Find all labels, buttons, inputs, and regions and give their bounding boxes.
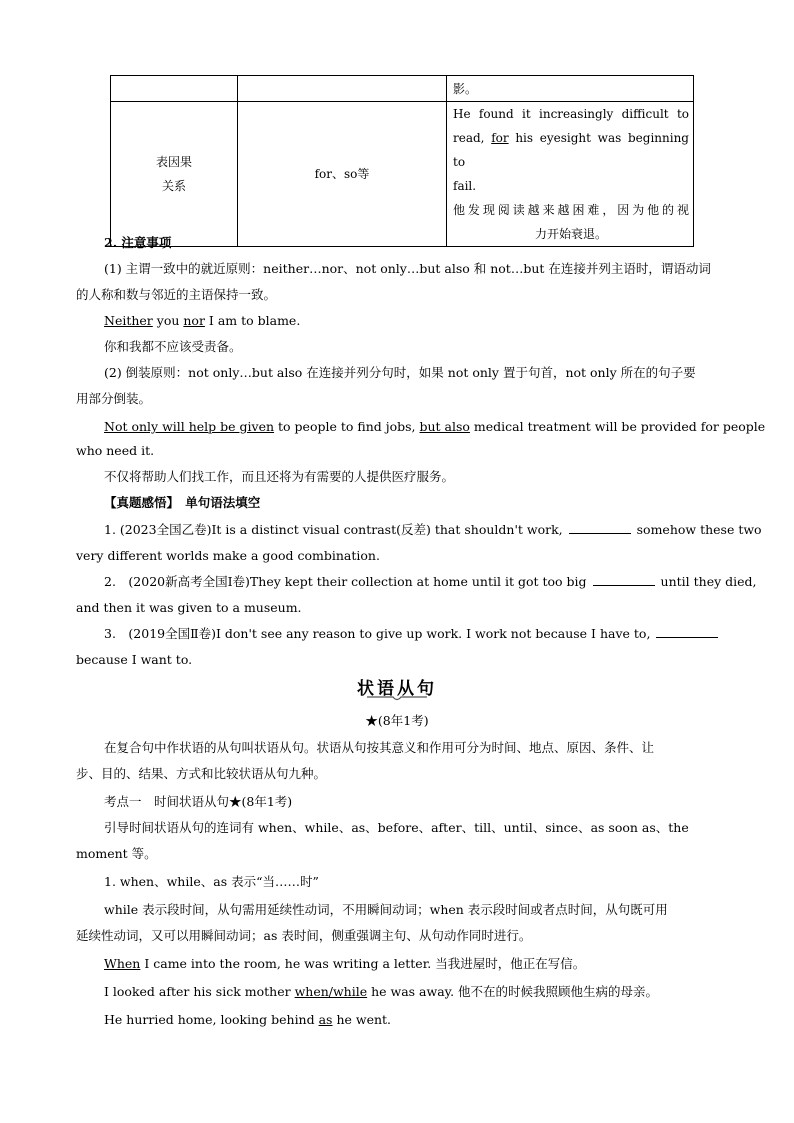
example-sentence: [104, 955, 718, 973]
example-sentence: [104, 418, 766, 436]
example-translation: 他发现阅读越来越困难，因为他的视: [453, 203, 689, 217]
text: he went.: [332, 1012, 392, 1027]
underlined-word: for: [491, 131, 509, 145]
example-translation: 你和我都不应该受责备。: [104, 339, 242, 354]
text: you: [152, 313, 184, 328]
answer-blank[interactable]: [569, 521, 631, 534]
example-line: He found it increasingly difficult to: [453, 107, 689, 121]
text: 1. (2023全国乙卷)It is a distinct visual contrast(反差) that shouldn't work,: [104, 522, 563, 537]
text: somehow these two: [636, 522, 762, 537]
title-underline-decoration: [367, 696, 427, 702]
frequency-stars: ★(8年1考): [365, 713, 429, 728]
conjunction-cell: for、so等: [238, 102, 447, 247]
section-title: 状语从句: [357, 679, 437, 699]
text: I looked after his sick mother: [104, 984, 295, 999]
text: read,: [453, 131, 492, 145]
question-line: very different worlds make a good combination.: [76, 548, 380, 563]
underlined-word: Neither: [104, 313, 153, 328]
paragraph-line: 引导时间状语从句的连词有 when、while、as、before、after、till、until、since、as soon as、the: [104, 820, 689, 835]
example-cell: [447, 102, 694, 247]
example-translation: 力开始衰退。: [534, 227, 607, 241]
relation-type-line: 关系: [161, 179, 186, 193]
table-row: [111, 102, 694, 247]
text: to people to find jobs,: [274, 419, 420, 434]
example-sentence: [104, 983, 718, 1001]
text: 2. (2020新高考全国Ⅰ卷)They kept their collection at home until it got too big: [104, 574, 587, 589]
text: until they died,: [660, 574, 757, 589]
example-sentence: [104, 1011, 718, 1029]
text: 3. (2019全国Ⅱ卷)I don't see any reason to give up work. I work not because I have to,: [104, 626, 651, 641]
sub-heading: 1. when、while、as 表示“当……时”: [104, 874, 319, 889]
paragraph-line: 延续性动词，又可以用瞬间动词；as 表时间，侧重强调主句、从句动作同时进行。: [76, 928, 532, 943]
relation-type-line: 表因果: [155, 155, 192, 169]
paragraph-line: while 表示段时间，从句需用延续性动词，不用瞬间动词；when 表示段时间或者点时间，从句既可用: [104, 902, 668, 917]
question-line: [104, 573, 757, 591]
paragraph-line: 在复合句中作状语的从句叫状语从句。状语从句按其意义和作用可分为时间、地点、原因、条件、让: [104, 740, 655, 755]
table-cell: 影。: [447, 76, 694, 102]
paragraph-line: moment 等。: [76, 846, 157, 861]
paragraph-line: (2) 倒装原则：not only…but also 在连接并列分句时，如果 not only 置于句首，not only 所在的句子要: [104, 365, 696, 380]
example-translation: 不仅将帮助人们找工作，而且还将为有需要的人提供医疗服务。: [104, 469, 455, 484]
practice-heading: 【真题感悟】 单句语法填空: [104, 495, 261, 510]
key-point-heading: 考点一 时间状语从句★(8年1考): [104, 794, 293, 809]
paragraph-line: (1) 主谓一致中的就近原则：neither…nor、not only…but also 和 not…but 在连接并列主语时，谓语动词: [104, 261, 711, 276]
underlined-word: When: [104, 956, 141, 971]
question-line: [104, 521, 762, 539]
answer-blank[interactable]: [593, 573, 655, 586]
question-line: because I want to.: [76, 652, 193, 667]
text: I came into the room, he was writing a letter. 当我进屋时，他正在写信。: [140, 956, 586, 971]
notes-heading: 2. 注意事项: [104, 235, 172, 250]
example-line: [453, 126, 689, 174]
underlined-word: but also: [419, 419, 470, 434]
paragraph-line: 用部分倒装。: [76, 391, 152, 406]
underlined-word: as: [318, 1012, 333, 1027]
underlined-word: nor: [183, 313, 205, 328]
text: He hurried home, looking behind: [104, 1012, 319, 1027]
paragraph-line: 的人称和数与邻近的主语保持一致。: [76, 287, 277, 302]
underlined-word: Not only will help be given: [104, 419, 275, 434]
table-cell: [111, 76, 238, 102]
underlined-word: when/while: [294, 984, 368, 999]
answer-blank[interactable]: [656, 625, 718, 638]
example-line: fail.: [453, 179, 477, 193]
table-cell: [238, 76, 447, 102]
text: medical treatment will be provided for people: [469, 419, 766, 434]
example-sentence: who need it.: [76, 443, 155, 458]
example-sentence: [104, 312, 718, 330]
paragraph-line: 步、目的、结果、方式和比较状语从句九种。: [76, 766, 327, 781]
text: his eyesight was beginning to: [453, 131, 689, 169]
question-line: and then it was given to a museum.: [76, 600, 302, 615]
table-row: [111, 76, 694, 102]
question-line: [104, 625, 718, 643]
text: I am to blame.: [204, 313, 301, 328]
relation-type-cell: [111, 102, 238, 247]
grammar-table: [110, 75, 694, 247]
text: he was away. 他不在的时候我照顾他生病的母亲。: [367, 984, 659, 999]
